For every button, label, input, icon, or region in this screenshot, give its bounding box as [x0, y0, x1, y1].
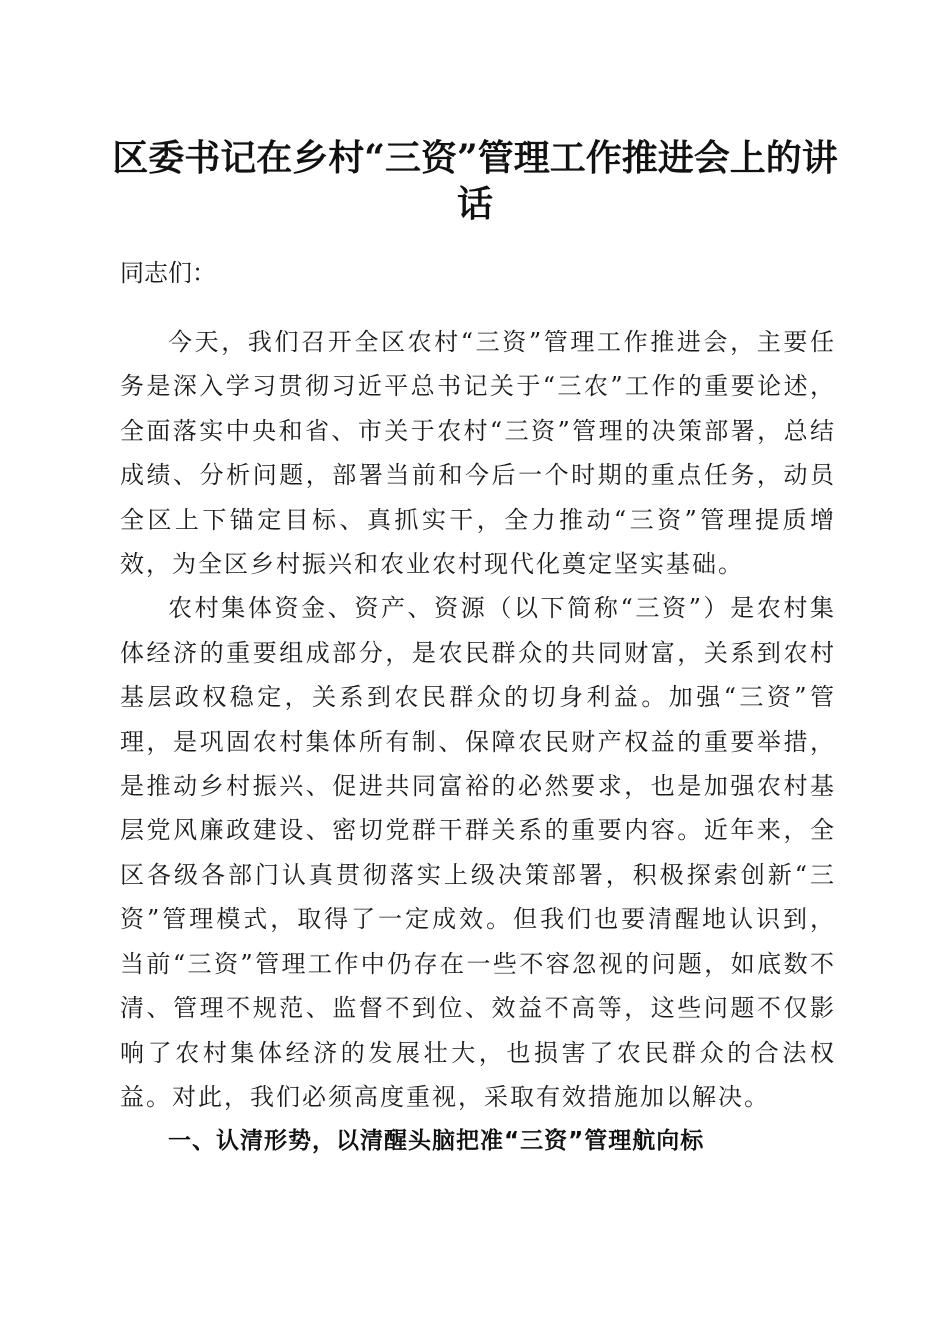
salutation: 同志们：	[120, 259, 216, 287]
document-title: 区委书记在乡村“三资”管理工作推进会上的讲话	[112, 137, 838, 225]
paragraph-2: 农村集体资金、资产、资源（以下简称“三资”）是农村集体经济的重要组成部分，是农民群众的共同财富，关系到农村基层政权稳定，关系到农民群众的切身利益。加强“三资”管理，是巩固农村集体所有制、保障农民财产权益的重要举措，是推动乡村振兴、促进共同富裕的必然要求，也是加强农村基层党风廉政建设、密切党群干群关系的重要内容。近年来，全区各级各部门认真贯彻落实上级决策部署，积极探索创新“三资”管理模式，取得了一定成效。但我们也要清醒地认识到，当前“三资”管理工作中仍存在一些不容忽视的问题，如底数不清、管理不规范、监督不到位、效益不高等，这些问题不仅影响了农村集体经济的发展壮大，也损害了农民群众的合法权益。对此，我们必须高度重视，采取有效措施加以解决。	[120, 594, 836, 1111]
document-body	[120, 320, 836, 1163]
section-heading: 一、认清形势，以清醒头脑把准“三资”管理航向标	[168, 1128, 705, 1155]
paragraph-1: 今天，我们召开全区农村“三资”管理工作推进会，主要任务是深入学习贯彻习近平总书记关于“三农”工作的重要论述，全面落实中央和省、市关于农村“三资”管理的决策部署，总结成绩、分析问题，部署当前和今后一个时期的重点任务，动员全区上下锚定目标、真抓实干，全力推动“三资”管理提质增效，为全区乡村振兴和农业农村现代化奠定坚实基础。	[120, 328, 836, 579]
